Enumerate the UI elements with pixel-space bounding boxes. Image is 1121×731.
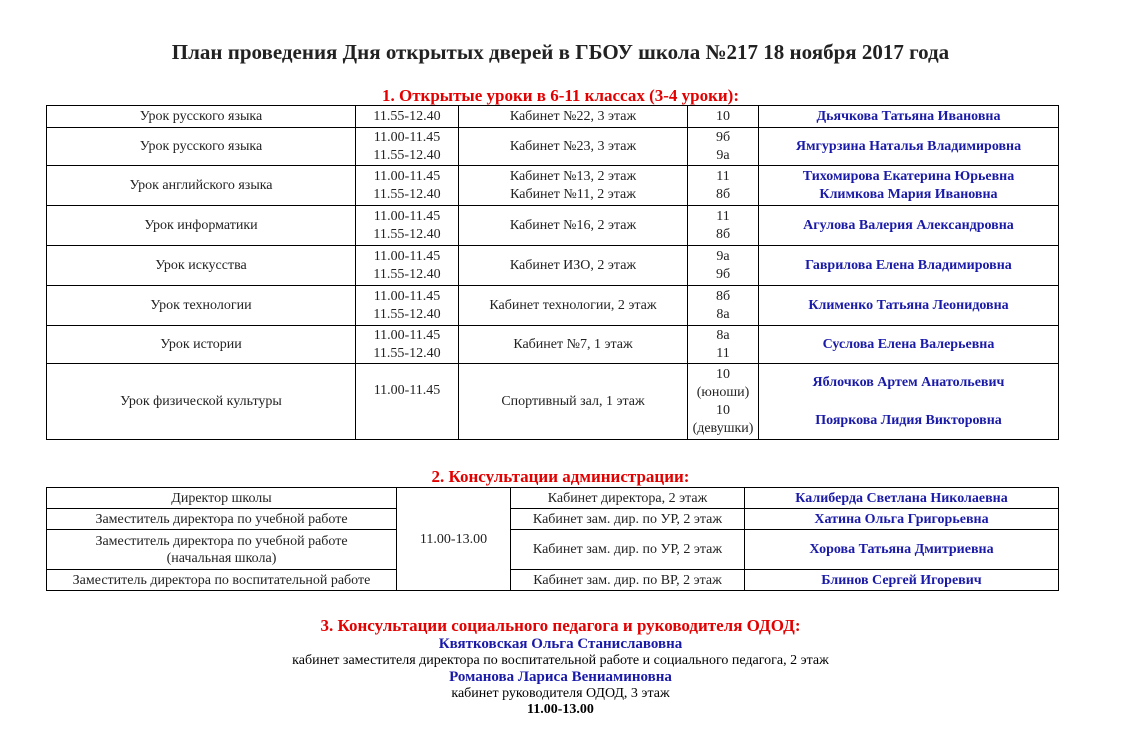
lesson-name: Урок физической культуры — [47, 364, 356, 440]
administration-table — [46, 487, 1059, 591]
lesson-grade: (юноши) — [696, 384, 750, 400]
lesson-row — [47, 128, 1059, 166]
lesson-grade: 8б — [715, 186, 731, 202]
lesson-row — [47, 246, 1059, 286]
lesson-time-cell — [356, 326, 459, 364]
lesson-time: 11.55-12.40 — [373, 266, 441, 282]
teacher-name: Тихомирова Екатерина Юрьевна — [802, 168, 1015, 184]
admin-person: Калиберда Светлана Николаевна — [745, 488, 1059, 509]
admin-time: 11.00-13.00 — [397, 488, 511, 591]
admin-room: Кабинет зам. дир. по УР, 2 этаж — [511, 530, 745, 570]
open-lessons-table — [46, 105, 1059, 440]
lesson-room-cell — [459, 246, 688, 286]
lesson-room: Кабинет №11, 2 этаж — [510, 186, 636, 202]
lesson-grade: 11 — [716, 168, 730, 184]
lesson-room: Кабинет №16, 2 этаж — [509, 217, 637, 233]
lesson-room-cell — [459, 166, 688, 206]
lesson-grade: 11 — [716, 345, 730, 361]
lesson-time: 11.55-12.40 — [373, 345, 441, 361]
lesson-room: Кабинет №13, 2 этаж — [509, 168, 637, 184]
lesson-room: Кабинет №7, 1 этаж — [513, 336, 633, 352]
lesson-time: 11.55-12.40 — [373, 226, 441, 242]
lesson-name: Урок истории — [47, 326, 356, 364]
section3-heading: 3. Консультации социального педагога и руководителя ОДОД: — [320, 616, 801, 635]
lesson-time: 11.00-11.45 — [356, 364, 459, 440]
teacher-cell — [759, 246, 1059, 286]
lesson-row — [47, 206, 1059, 246]
lesson-room: Кабинет №22, 3 этаж — [509, 108, 637, 124]
lesson-name: Урок искусства — [47, 246, 356, 286]
lesson-time: 11.00-11.45 — [373, 288, 441, 304]
lesson-room: Кабинет ИЗО, 2 этаж — [509, 257, 637, 273]
lesson-time: 11.00-11.45 — [373, 208, 441, 224]
lesson-room: Кабинет №23, 3 этаж — [509, 138, 637, 154]
lesson-grade: 8а — [716, 327, 730, 343]
section1-heading: 1. Открытые уроки в 6-11 классах (3-4 уроки): — [381, 86, 740, 105]
lesson-name: Урок технологии — [47, 286, 356, 326]
lesson-row — [47, 106, 1059, 128]
lesson-room-cell — [459, 106, 688, 128]
lesson-grade: 10 — [716, 108, 730, 124]
lesson-grade: 9а — [716, 147, 730, 163]
lesson-grade-cell — [688, 128, 759, 166]
teacher-name: Гаврилова Елена Владимировна — [805, 257, 1012, 273]
teacher-cell — [759, 326, 1059, 364]
lesson-row — [47, 166, 1059, 206]
page-title: План проведения Дня открытых дверей в ГБОУ школа №217 18 ноября 2017 года — [171, 40, 950, 64]
admin-row — [47, 509, 1059, 530]
lesson-room: Кабинет технологии, 2 этаж — [489, 297, 657, 313]
lesson-grade-cell — [688, 206, 759, 246]
consult-time: 11.00-13.00 — [527, 702, 594, 717]
lesson-grade: 11 — [716, 208, 730, 224]
admin-position-cell — [47, 488, 397, 509]
teacher-name: Климкова Мария Ивановна — [819, 186, 998, 202]
admin-position: (начальная школа) — [166, 550, 277, 566]
teacher-name: Яблочков Артем Анатольевич — [812, 374, 1005, 390]
lesson-grade: 8б — [715, 288, 731, 304]
lesson-room: Спортивный зал, 1 этаж — [459, 364, 688, 440]
lesson-row — [47, 326, 1059, 364]
lesson-name: Урок русского языка — [47, 106, 356, 128]
teacher-cell — [759, 286, 1059, 326]
lesson-time-cell — [356, 206, 459, 246]
admin-position-cell — [47, 570, 397, 591]
admin-person: Хатина Ольга Григорьевна — [745, 509, 1059, 530]
teacher-cell — [759, 128, 1059, 166]
lesson-grade-cell — [688, 246, 759, 286]
lesson-grade: 9б — [715, 266, 731, 282]
teacher-name: Дьячкова Татьяна Ивановна — [816, 108, 1001, 124]
teacher-name: Ямгурзина Наталья Владимировна — [795, 138, 1022, 154]
admin-room: Кабинет зам. дир. по ВР, 2 этаж — [511, 570, 745, 591]
admin-position: Заместитель директора по учебной работе — [95, 511, 348, 527]
lesson-time: 11.55-12.40 — [373, 108, 441, 124]
lesson-row — [47, 286, 1059, 326]
teacher-cell — [759, 206, 1059, 246]
lesson-name: Урок русского языка — [47, 128, 356, 166]
teacher-cell — [759, 364, 1059, 440]
lesson-grade-cell — [688, 166, 759, 206]
lesson-grade-cell — [688, 106, 759, 128]
lesson-row-pe — [47, 364, 1059, 440]
admin-row — [47, 570, 1059, 591]
lesson-time: 11.55-12.40 — [373, 186, 441, 202]
lesson-room-cell — [459, 286, 688, 326]
lesson-grade: 10 — [716, 402, 730, 418]
admin-position: Заместитель директора по учебной работе — [95, 533, 348, 549]
lesson-grade: 9а — [716, 248, 730, 264]
lesson-time: 11.00-11.45 — [373, 129, 441, 145]
admin-room: Кабинет директора, 2 этаж — [511, 488, 745, 509]
admin-position-cell — [47, 509, 397, 530]
admin-row — [47, 488, 1059, 509]
admin-position-cell — [47, 530, 397, 570]
lesson-grade: (девушки) — [692, 420, 754, 436]
lesson-room-cell — [459, 128, 688, 166]
admin-position: Директор школы — [171, 490, 272, 506]
odod-room: кабинет руководителя ОДОД, 3 этаж — [451, 686, 670, 701]
teacher-cell — [759, 106, 1059, 128]
counselor-room: кабинет заместителя директора по воспитательной работе и социального педагога, 2 этаж — [292, 653, 829, 668]
lesson-time-cell — [356, 246, 459, 286]
lesson-time: 11.00-11.45 — [373, 248, 441, 264]
admin-row — [47, 530, 1059, 570]
lesson-grade-cell — [688, 286, 759, 326]
counselor-name: Квятковская Ольга Станиславовна — [438, 636, 683, 652]
lesson-grade: 9б — [715, 129, 731, 145]
teacher-name: Агулова Валерия Александровна — [803, 217, 1014, 233]
lesson-time: 11.00-11.45 — [373, 168, 441, 184]
lesson-room-cell — [459, 206, 688, 246]
lesson-time: 11.55-12.40 — [373, 306, 441, 322]
admin-position: Заместитель директора по воспитательной работе — [72, 572, 371, 588]
lesson-time: 11.00-11.45 — [373, 327, 441, 343]
lesson-time-cell — [356, 166, 459, 206]
lesson-grade: 8б — [715, 226, 731, 242]
lesson-name: Урок английского языка — [47, 166, 356, 206]
admin-person: Блинов Сергей Игоревич — [745, 570, 1059, 591]
odod-head-name: Романова Лариса Вениаминовна — [449, 669, 672, 685]
lesson-time: 11.55-12.40 — [373, 147, 441, 163]
lesson-name: Урок информатики — [47, 206, 356, 246]
teacher-name: Пояркова Лидия Викторовна — [815, 412, 1002, 428]
admin-person: Хорова Татьяна Дмитриевна — [745, 530, 1059, 570]
lesson-room-cell — [459, 326, 688, 364]
lesson-grade-cell — [688, 326, 759, 364]
lesson-time-cell — [356, 106, 459, 128]
teacher-name: Клименко Татьяна Леонидовна — [808, 297, 1009, 313]
teacher-cell — [759, 166, 1059, 206]
lesson-time-cell — [356, 128, 459, 166]
lesson-grade-cell — [688, 364, 759, 440]
lesson-grade: 10 — [716, 366, 730, 382]
lesson-grade: 8а — [716, 306, 730, 322]
teacher-name: Суслова Елена Валерьевна — [822, 336, 995, 352]
lesson-time-cell — [356, 286, 459, 326]
admin-room: Кабинет зам. дир. по УР, 2 этаж — [511, 509, 745, 530]
section2-heading: 2. Консультации администрации: — [431, 467, 690, 486]
